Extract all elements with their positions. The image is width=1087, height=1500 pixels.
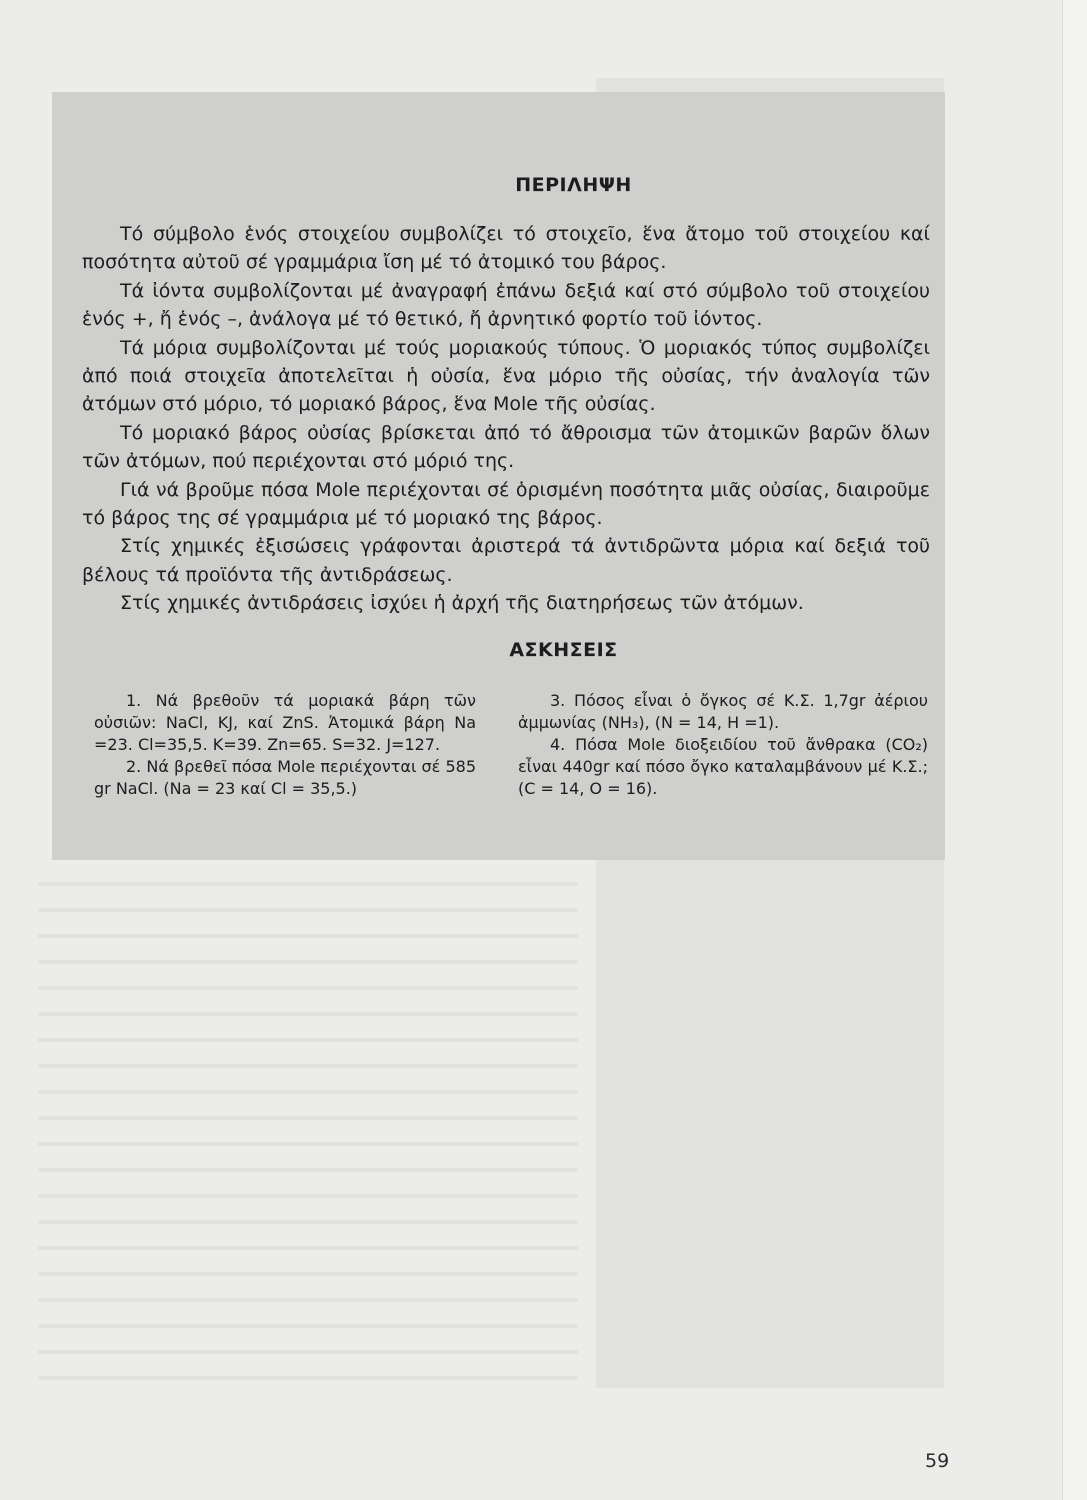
exercise-item: 1. Νά βρεθοῦν τά μοριακά βάρη τῶν οὐσιῶν: NaCl, KJ, καί ZnS. Ἀτομικά βάρη Na =23. Cl=35,5. K=39. Zn=65. S=32. J=127.	[94, 691, 476, 754]
exercise-item: 4. Πόσα Mole διοξειδίου τοῦ ἄνθρακα (CO₂) εἶναι 440gr καί πόσο ὄγκο καταλαμβάνουν μέ Κ.Σ.; (C = 14, O = 16).	[518, 735, 928, 798]
summary-paragraph: Τά ἰόντα συμβολίζονται μέ ἀναγραφή ἐπάνω δεξιά καί στό σύμβολο τοῦ στοιχείου ἑνός +, ἤ ἑνός –, ἀνάλογα μέ τό θετικό, ἤ ἀρνητικό φορτίο τοῦ ἰόντος.	[82, 279, 930, 331]
page-number: 59	[925, 1450, 950, 1472]
summary-text	[82, 220, 930, 618]
bleed-through-text-area	[38, 860, 578, 1400]
exercise-item: 2. Νά βρεθεῖ πόσα Mole περιέχονται σέ 585 gr NaCl. (Na = 23 καί Cl = 35,5.)	[94, 757, 476, 798]
summary-paragraph: Γιά νά βροῦμε πόσα Mole περιέχονται σέ ὁρισμένη ποσότητα μιᾶς οὐσίας, διαιροῦμε τό βάρος της σέ γραμμάρια μέ τό μοριακό της βάρος.	[82, 478, 930, 530]
summary-paragraph: Στίς χημικές ἀντιδράσεις ἰσχύει ἡ ἀρχή τῆς διατηρήσεως τῶν ἀτόμων.	[120, 592, 804, 615]
summary-heading: ΠΕΡΙΛΗΨΗ	[515, 174, 632, 196]
exercises-left-column	[94, 690, 476, 800]
summary-paragraph: Τά μόρια συμβολίζονται μέ τούς μοριακούς τύπους. Ὁ μοριακός τύπος συμβολίζει ἀπό ποιά στοιχεῖα ἀποτελεῖται ἡ οὐσία, ἕνα μόριο τῆς οὐσίας, τήν ἀναλογία τῶν ἀτόμων στό μόριο, τό μοριακό βάρος, ἕνα Mole τῆς οὐσίας.	[82, 336, 930, 416]
summary-paragraph: Στίς χημικές ἐξισώσεις γράφονται ἀριστερά τά ἀντιδρῶντα μόρια καί δεξιά τοῦ βέλους τά προϊόντα τῆς ἀντιδράσεως.	[82, 535, 930, 586]
scan-page-edge	[1062, 0, 1087, 1500]
exercises-heading: ΑΣΚΗΣΕΙΣ	[509, 639, 618, 661]
summary-paragraph: Τό σύμβολο ἑνός στοιχείου συμβολίζει τό στοιχεῖο, ἕνα ἄτομο τοῦ στοιχείου καί ποσότητα αὐτοῦ σέ γραμμάρια ἴση μέ τό ἀτομικό του βάρος.	[82, 223, 930, 274]
exercise-item: 3. Πόσος εἶναι ὁ ὄγκος σέ Κ.Σ. 1,7gr ἀέριου ἀμμωνίας (NH₃), (N = 14, H =1).	[518, 691, 928, 732]
summary-paragraph: Τό μοριακό βάρος οὐσίας βρίσκεται ἀπό τό ἄθροισμα τῶν ἀτομικῶν βαρῶν ὅλων τῶν ἀτόμων, πού περιέχονται στό μόριό της.	[82, 421, 930, 473]
exercises-right-column	[518, 690, 928, 800]
